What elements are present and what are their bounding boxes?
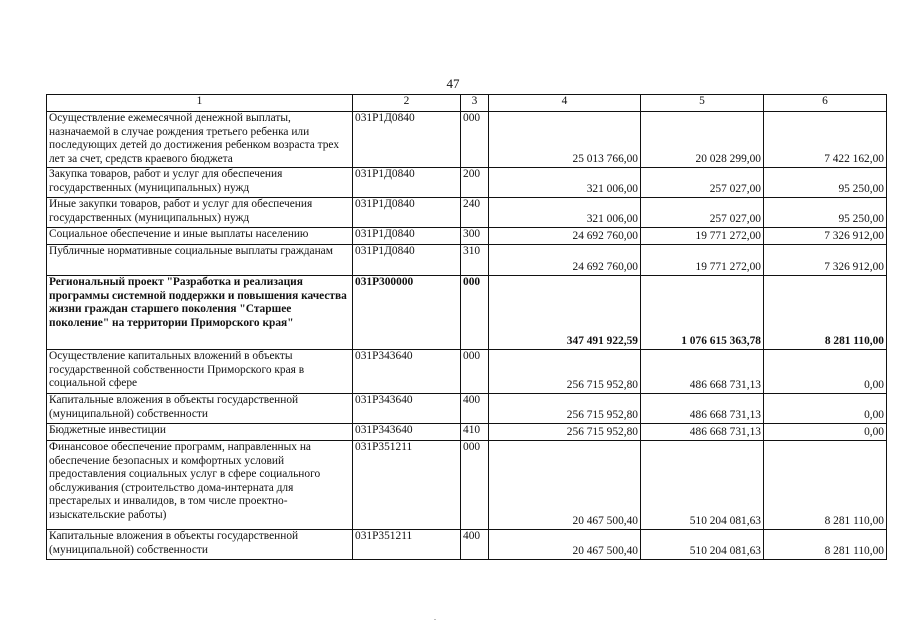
row-code: 031Р1Д0840 — [353, 112, 461, 168]
header-cell: 1 — [47, 95, 353, 112]
row-name: Закупка товаров, работ и услуг для обеспечения государственных (муниципальных) нужд — [47, 168, 353, 198]
row-value-1: 256 715 952,80 — [489, 350, 641, 394]
row-value-1: 25 013 766,00 — [489, 112, 641, 168]
row-value-3: 7 326 912,00 — [764, 228, 887, 245]
table-row — [47, 441, 887, 530]
row-value-2: 486 668 731,13 — [641, 394, 764, 424]
row-value-1: 24 692 760,00 — [489, 245, 641, 276]
table-row — [47, 276, 887, 350]
row-value-3: 7 326 912,00 — [764, 245, 887, 276]
scan-speck — [434, 619, 436, 620]
row-value-2: 1 076 615 363,78 — [641, 276, 764, 350]
header-cell: 3 — [461, 95, 489, 112]
row-code: 031Р343640 — [353, 350, 461, 394]
row-name: Финансовое обеспечение программ, направленных на обеспечение безопасных и комфортных условий предоставления социальных услуг в сфере социального обслуживания (строительство дома-интерната для престарелых и инвалидов, в том числе проектно-изыскательские работы) — [47, 441, 353, 530]
row-value-2: 19 771 272,00 — [641, 228, 764, 245]
row-value-3: 0,00 — [764, 350, 887, 394]
row-name: Иные закупки товаров, работ и услуг для обеспечения государственных (муниципальных) нужд — [47, 198, 353, 228]
row-type: 310 — [461, 245, 489, 276]
budget-table — [46, 94, 887, 560]
row-value-1: 24 692 760,00 — [489, 228, 641, 245]
row-value-2: 19 771 272,00 — [641, 245, 764, 276]
page-number: 47 — [446, 76, 460, 91]
row-value-3: 95 250,00 — [764, 198, 887, 228]
row-code: 031Р343640 — [353, 424, 461, 441]
row-value-1: 256 715 952,80 — [489, 424, 641, 441]
row-code: 031Р300000 — [353, 276, 461, 350]
row-type: 240 — [461, 198, 489, 228]
header-cell: 5 — [641, 95, 764, 112]
row-type: 200 — [461, 168, 489, 198]
table-row — [47, 424, 887, 441]
row-type: 300 — [461, 228, 489, 245]
row-value-2: 20 028 299,00 — [641, 112, 764, 168]
row-code: 031Р1Д0840 — [353, 228, 461, 245]
row-value-2: 486 668 731,13 — [641, 424, 764, 441]
table-row — [47, 112, 887, 168]
row-value-3: 0,00 — [764, 394, 887, 424]
row-value-2: 486 668 731,13 — [641, 350, 764, 394]
header-cell: 4 — [489, 95, 641, 112]
row-value-2: 510 204 081,63 — [641, 530, 764, 560]
table-row — [47, 394, 887, 424]
header-cell: 6 — [764, 95, 887, 112]
row-name: Социальное обеспечение и иные выплаты населению — [47, 228, 353, 245]
row-value-3: 7 422 162,00 — [764, 112, 887, 168]
row-value-2: 257 027,00 — [641, 198, 764, 228]
row-value-1: 256 715 952,80 — [489, 394, 641, 424]
row-name: Капитальные вложения в объекты государственной (муниципальной) собственности — [47, 530, 353, 560]
table-row — [47, 350, 887, 394]
table-row — [47, 198, 887, 228]
row-value-3: 95 250,00 — [764, 168, 887, 198]
row-value-1: 321 006,00 — [489, 168, 641, 198]
row-code: 031Р351211 — [353, 441, 461, 530]
row-name: Региональный проект "Разработка и реализация программы системной поддержки и повышения качества жизни граждан старшего поколения "Старшее поколение" на территории Приморского края" — [47, 276, 353, 350]
row-value-3: 8 281 110,00 — [764, 441, 887, 530]
row-name: Осуществление капитальных вложений в объекты государственной собственности Приморского края в социальной сфере — [47, 350, 353, 394]
row-type: 000 — [461, 112, 489, 168]
row-code: 031Р1Д0840 — [353, 245, 461, 276]
row-name: Осуществление ежемесячной денежной выплаты, назначаемой в случае рождения третьего ребенка или последующих детей до достижения ребенком возраста трех лет за счет, средств краевого бюджета — [47, 112, 353, 168]
table-row — [47, 228, 887, 245]
row-value-3: 8 281 110,00 — [764, 530, 887, 560]
row-name: Капитальные вложения в объекты государственной (муниципальной) собственности — [47, 394, 353, 424]
header-cell: 2 — [353, 95, 461, 112]
table-row — [47, 530, 887, 560]
row-value-2: 510 204 081,63 — [641, 441, 764, 530]
row-type: 400 — [461, 530, 489, 560]
row-code: 031Р1Д0840 — [353, 168, 461, 198]
row-value-2: 257 027,00 — [641, 168, 764, 198]
row-code: 031Р1Д0840 — [353, 198, 461, 228]
row-type: 410 — [461, 424, 489, 441]
row-value-3: 8 281 110,00 — [764, 276, 887, 350]
row-type: 000 — [461, 350, 489, 394]
table-row — [47, 168, 887, 198]
row-code: 031Р343640 — [353, 394, 461, 424]
row-name: Бюджетные инвестиции — [47, 424, 353, 441]
row-value-1: 20 467 500,40 — [489, 441, 641, 530]
row-code: 031Р351211 — [353, 530, 461, 560]
row-value-1: 347 491 922,59 — [489, 276, 641, 350]
table-header-row — [47, 95, 887, 112]
table-row — [47, 245, 887, 276]
row-value-1: 20 467 500,40 — [489, 530, 641, 560]
row-type: 000 — [461, 441, 489, 530]
row-value-1: 321 006,00 — [489, 198, 641, 228]
row-name: Публичные нормативные социальные выплаты гражданам — [47, 245, 353, 276]
row-value-3: 0,00 — [764, 424, 887, 441]
row-type: 000 — [461, 276, 489, 350]
row-type: 400 — [461, 394, 489, 424]
